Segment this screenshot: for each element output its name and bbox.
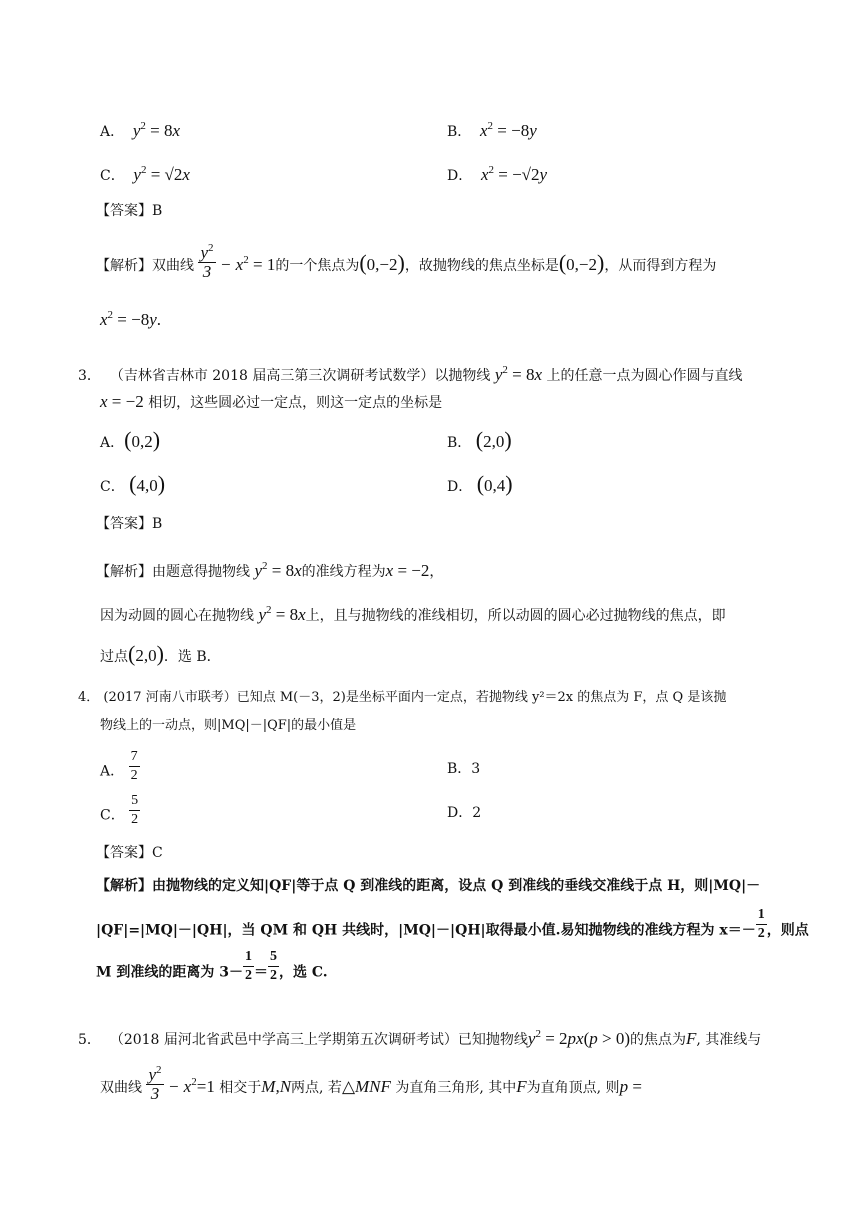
fraction: $\frac{y^2}{3}$ — [198, 239, 215, 281]
q3-analysis-line3: 过点(2,0)．选 B． — [100, 641, 221, 666]
q2-answer: 【答案】B — [96, 203, 163, 219]
q2-option-b[interactable]: B． $x^2 = -8y$ — [447, 120, 537, 140]
q5-stem-line1: 5． （2018 届河北省武邑中学高三上学期第五次调研考试）已知抛物线$y^2 = 2px(p > 0)$的焦点为F, 其准线与 — [78, 1028, 762, 1048]
q2-option-a-formula: $y^2 = 8x$ — [128, 120, 181, 140]
q3-option-c[interactable]: C． (4,0) — [100, 471, 166, 496]
q4-analysis-line2: |QF|=|MQ|－|QH|，当 QM 和 QH 共线时，|MQ|－|QH|取得最小值.易知抛物线的准线方程为 x＝－ $\frac{1}{2}$ ，则点 — [96, 907, 809, 941]
q4-stem-line1: 4． (2017 河南八市联考）已知点 M(－3，2)是坐标平面内一定点，若抛物线 y²＝2x 的焦点为 F，点 Q 是该抛 — [78, 690, 727, 705]
q4-analysis-line1: 【解析】由抛物线的定义知|QF|等于点 Q 到准线的距离，设点 Q 到准线的垂线交准线于点 H，则|MQ|－ — [96, 878, 761, 894]
q3-option-b[interactable]: B． (2,0) — [447, 427, 512, 452]
q2-option-c[interactable]: C． $y^2 = √2x$ — [100, 164, 190, 184]
q4-analysis-line3: M 到准线的距离为 3－ $\frac{1}{2}$ ＝ $\frac{5}{2}$ ，选 C. — [96, 949, 328, 983]
q2-option-d[interactable]: D． $x^2 = -√2y$ — [447, 164, 548, 184]
q2-option-b-formula: $x^2 = -8y$ — [475, 120, 537, 140]
q4-option-d[interactable]: D．2 — [447, 805, 482, 821]
q4-answer: 【答案】C — [96, 845, 163, 861]
q2-option-a[interactable]: A． $y^2 = 8x$ — [100, 120, 181, 140]
q4-option-a[interactable]: A． $\frac{7}{2}$ — [100, 749, 138, 783]
q4-option-b[interactable]: B．3 — [447, 761, 481, 777]
q4-option-c[interactable]: C． $\frac{5}{2}$ — [100, 793, 139, 827]
q3-analysis-line2: 因为动圆的圆心在抛物线 $y^2 = 8x$上，且与抛物线的准线相切，所以动圆的圆心必过抛物线的焦点，即 — [100, 604, 726, 624]
fraction: $\frac{1}{2}$ — [245, 949, 252, 983]
q3-stem-line2: x = −2 相切，这些圆必过一定点，则这一定点的坐标是 — [100, 392, 443, 411]
fraction: $\frac{1}{2}$ — [757, 907, 765, 941]
fraction: $\frac{7}{2}$ — [130, 749, 138, 783]
q3-analysis-line1: 【解析】由题意得抛物线 $y^2 = 8x$的准线方程为x = −2， — [96, 560, 444, 580]
fraction: $\frac{5}{2}$ — [270, 949, 277, 983]
q2-option-c-formula: $y^2 = √2x$ — [129, 164, 190, 184]
q3-option-d[interactable]: D． (0,4) — [447, 471, 513, 496]
q4-stem-line2: 物线上的一动点，则|MQ|－|QF|的最小值是 — [100, 718, 357, 733]
q3-option-a[interactable]: A．(0,2) — [100, 427, 161, 452]
q5-stem-line2: 双曲线 $\frac{y^2}{3}$ − $x^2=1$ 相交于M,N两点, 若△MNF 为直角三角形, 其中F为直角顶点, 则p = — [100, 1072, 642, 1103]
fraction: $\frac{y^2}{3}$ — [146, 1061, 163, 1103]
q2-analysis: 【解析】双曲线 $\frac{y^2}{3}$ − $x^2 = 1$的一个焦点为(0,−2)，故抛物线的焦点坐标是(0,−2)，从而得到方程为 — [96, 250, 716, 281]
q3-stem-line1: 3． （吉林省吉林市 2018 届高三第三次调研考试数学）以抛物线 $y^2 = 8x$ 上的任意一点为圆心作圆与直线 — [78, 364, 743, 384]
q3-answer: 【答案】B — [96, 516, 163, 532]
fraction: $\frac{5}{2}$ — [131, 793, 139, 827]
q2-analysis-equation: $x^2 = -8y$. — [100, 309, 162, 329]
q2-option-d-formula: $x^2 = -√2y$ — [476, 164, 548, 184]
